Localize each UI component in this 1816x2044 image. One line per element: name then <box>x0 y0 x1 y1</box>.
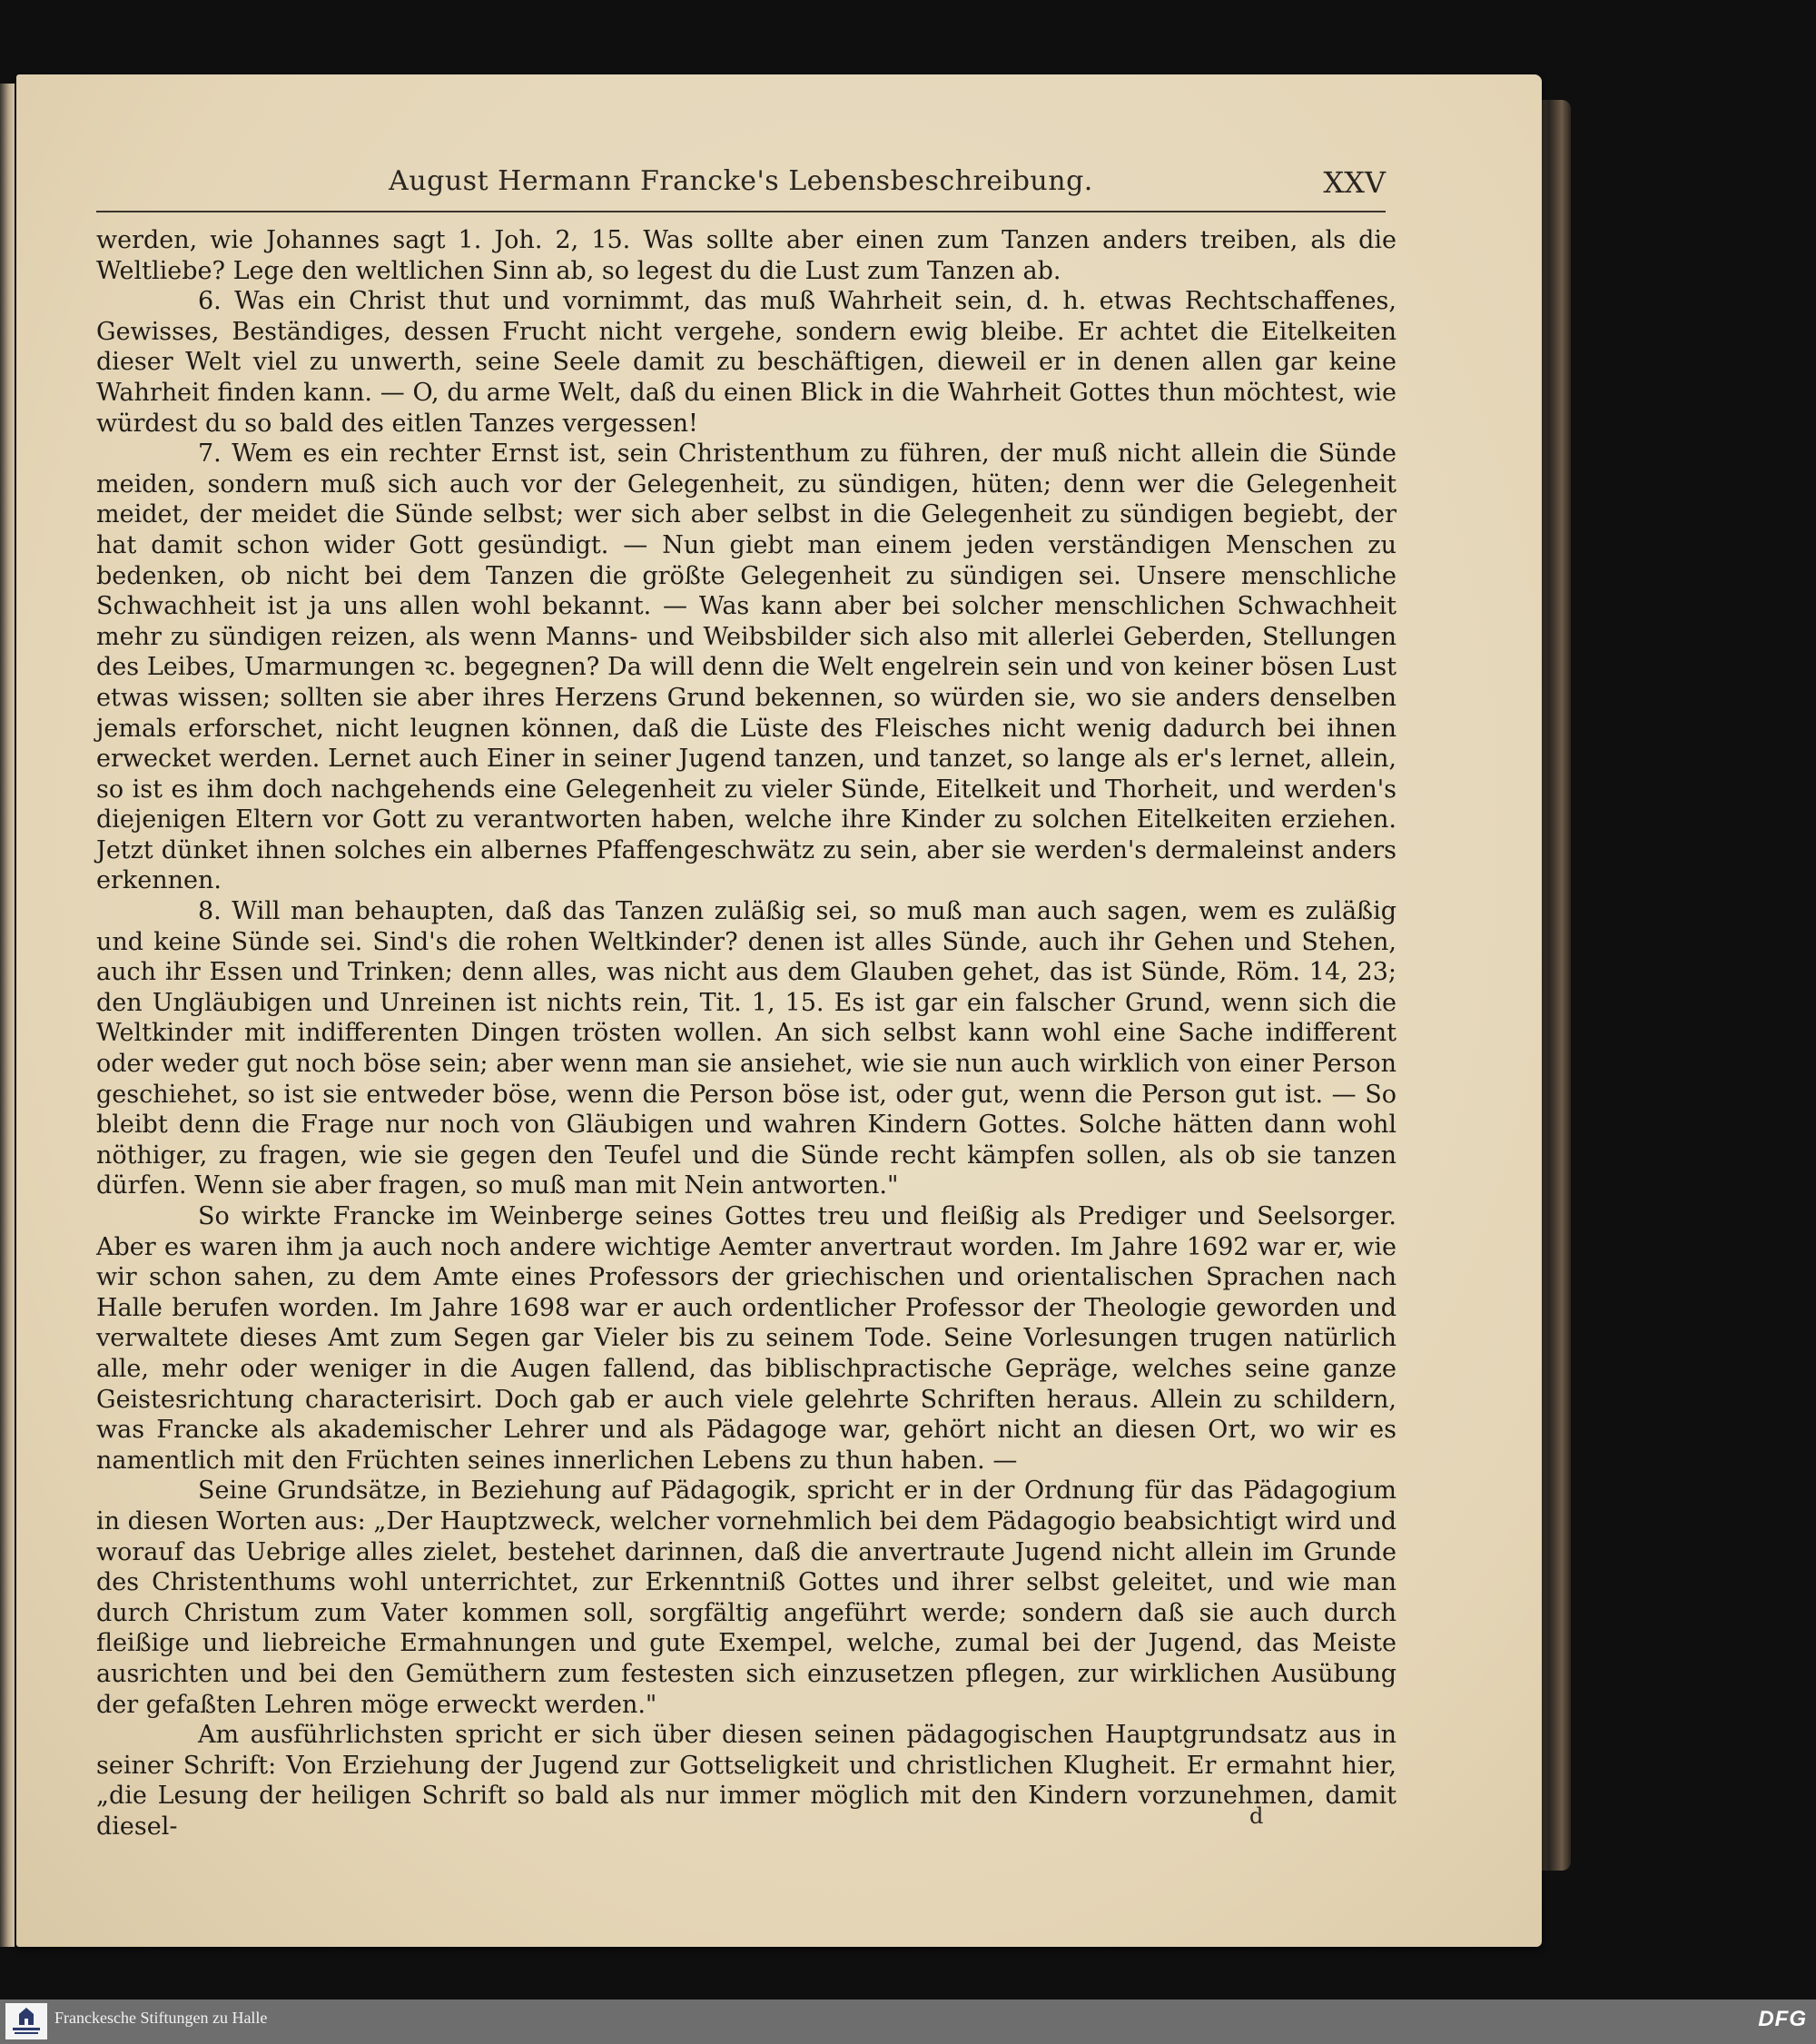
signature-mark: d <box>1249 1803 1264 1829</box>
paragraph: 8. Will man behaupten, daß das Tanzen zuläßig sei, so muß man auch sagen, wem es zuläßig und keine Sünde sei. Sind's die rohen Weltkinder? denen ist alles Sünde, auch ihr Gehen und Stehen, auch ihr Essen und Trinken; denn alles, was nicht aus dem Glauben gehet, das ist Sünde, Röm. 14, 23; den Ungläubigen und Unreinen ist nichts rein, Tit. 1, 15. Es ist gar ein falscher Grund, wenn sich die Weltkinder mit indifferenten Dingen trösten wollen. An sich selbst kann wohl eine Sache indifferent oder weder gut noch böse sein; aber wenn man sie ansiehet, wie sie nun auch wirklich von einer Person geschiehet, so ist sie entweder böse, wenn die Person böse ist, oder gut, wenn die Person gut ist. — So bleibt denn die Frage nur noch von Gläubigen und wahren Kindern Gottes. Solche hätten dann wohl nöthiger, zu fragen, wie sie gegen den Teufel und die Sünde recht kämpfen sollen, als ob sie tanzen dürfen. Wenn sie aber fragen, so muß man mit Nein antworten." <box>96 897 1397 1200</box>
paragraph: 6. Was ein Christ thut und vornimmt, das muß Wahrheit sein, d. h. etwas Rechtschaffenes, Gewisses, Beständiges, dessen Frucht nicht vergehe, sondern ewig bleibe. Er achtet die Eitelkeiten dieser Welt viel zu unwerth, seine Seele damit zu beschäftigen, dieweil er in denen allen gar keine Wahrheit finden kann. — O, du arme Welt, daß du einen Blick in die Wahrheit Gottes thun möchtest, wie würdest du so bald des eitlen Tanzes vergessen! <box>96 287 1397 438</box>
institution-logo-icon[interactable] <box>5 2003 47 2039</box>
book-spine-left <box>0 84 15 1947</box>
paragraph: 7. Wem es ein rechter Ernst ist, sein Christenthum zu führen, der muß nicht allein die Sünde meiden, sondern muß sich auch vor der Gelegenheit, zu sündigen, hüten; denn wer die Gelegenheit meidet, der meidet die Sünde selbst; wer sich aber selbst in die Gelegenheit zu sündigen begiebt, der hat damit schon wider Gott gesündigt. — Nun giebt man einem jeden verständigen Menschen zu bedenken, ob nicht bei dem Tanzen die größte Gelegenheit zu sündigen sei. Unsere menschliche Schwachheit ist ja uns allen wohl bekannt. — Was kann aber bei solcher menschlichen Schwachheit mehr zu sündigen reizen, als wenn Manns- und Weibsbilder sich also mit allerlei Geberden, Stellungen des Leibes, Umarmungen ꝛc. begegnen? Da will denn die Welt engelrein sein und von keiner bösen Lust etwas wissen; sollten sie aber ihres Herzens Grund bekennen, so würden sie, wo sie anders denselben jemals erforschet, nicht leugnen können, daß die Lüste des Fleisches nicht wenig dadurch bei ihnen erwecket werden. Lernet auch Einer in seiner Jugend tanzen, und tanzet, so lange als er's lernet, allein, so ist es ihm doch nachgehends eine Gelegenheit zu vieler Sünde, Eitelkeit und Thorheit, und werden's diejenigen Eltern vor Gott zu verantworten haben, welche ihre Kinder zu solchen Eitelkeiten erziehen. Jetzt dünket ihnen solches ein albernes Pfaffengeschwätz zu sein, aber sie werden's dermaleinst anders erkennen. <box>96 439 1397 895</box>
book-page <box>16 74 1542 1947</box>
footer-bar <box>0 2000 1816 2044</box>
dfg-logo[interactable]: DFG <box>1758 2007 1807 2031</box>
running-head <box>96 165 1386 212</box>
footer-institution[interactable]: Franckesche Stiftungen zu Halle <box>54 2009 268 2027</box>
running-title: August Hermann Francke's Lebensbeschreibung. <box>389 165 1093 197</box>
paragraph: So wirkte Francke im Weinberge seines Gottes treu und fleißig als Prediger und Seelsorger. Aber es waren ihm ja auch noch andere wichtige Aemter anvertraut worden. Im Jahre 1692 war er, wie wir schon sahen, zu dem Amte eines Professors der griechischen und orientalischen Sprachen nach Halle berufen worden. Im Jahre 1698 war er auch ordentlicher Professor der Theologie geworden und verwaltete dieses Amt zum Segen gar Vieler bis zu seinem Tode. Seine Vorlesungen trugen natürlich alle, mehr oder weniger in die Augen fallend, das biblischpractische Gepräge, welches seine ganze Geistesrichtung characterisirt. Doch gab er auch viele gelehrte Schriften heraus. Allein zu schildern, was Francke als akademischer Lehrer und als Pädagoge war, gehört nicht an diesen Ort, wo wir es namentlich mit den Früchten seines innerlichen Lebens zu thun haben. — <box>96 1202 1397 1475</box>
body-text <box>96 225 1397 1842</box>
paragraph: Seine Grundsätze, in Beziehung auf Pädagogik, spricht er in der Ordnung für das Pädagogium in diesen Worten aus: „Der Hauptzweck, welcher vornehmlich bei dem Pädagogio beabsichtigt wird und worauf das Uebrige alles zielet, bestehet darinnen, daß die anvertraute Jugend nicht allein im Grunde des Christenthums wohl unterrichtet, zur Erkenntniß Gottes und ihrer selbst geleitet, und wie man durch Christum zum Vater kommen soll, sorgfältig angeführt werde; sondern daß sie auch durch fleißige und liebreiche Ermahnungen und gute Exempel, welche, zumal bei der Jugend, das Meiste ausrichten und bei den Gemüthern zum festesten sich einzusetzen pflegen, zur wirklichen Ausübung der gefaßten Lehren möge erweckt werden." <box>96 1476 1397 1719</box>
paragraph: Am ausführlichsten spricht er sich über diesen seinen pädagogischen Hauptgrundsatz aus in seiner Schrift: Von Erziehung der Jugend zur Gottseligkeit und christlichen Klugheit. Er ermahnt hier, „die Lesung der heiligen Schrift so bald als nur immer möglich mit den Kindern vorzunehmen, damit diesel- <box>96 1721 1397 1841</box>
page-number: XXV <box>1323 165 1386 200</box>
paragraph: werden, wie Johannes sagt 1. Joh. 2, 15. Was sollte aber einen zum Tanzen anders treiben, als die Weltliebe? Lege den weltlichen Sinn ab, so legest du die Lust zum Tanzen ab. <box>96 226 1397 285</box>
